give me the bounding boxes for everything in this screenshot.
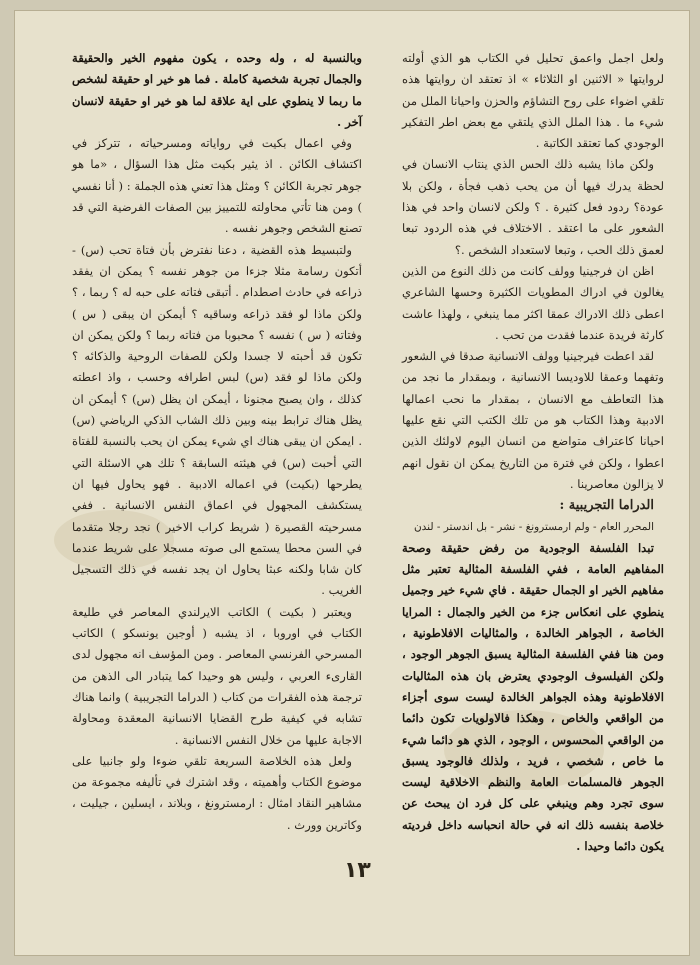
paragraph: ولعل هذه الخلاصة السريعة تلقي ضوءا ولو جانبيا على موضوع الكتاب وأهميته ، وقد اشترك في تأليفه مجموعة من مشاهير النقاد امثال : ارمسترونغ ، وبلاند ، ايسلين ، جيليت ، وكاترين وورث . xyxy=(72,753,362,832)
book-source-line: المحرر العام - ولم ارمسترونغ - نشر - بل اندستر - لندن xyxy=(413,520,654,533)
left-column xyxy=(72,48,362,836)
paragraph: ولتبسيط هذه القضية ، دعنا نفترض بأن فتاة تحب (س) - أتكون رسامة مثلا جزءا من جوهر نفسه ؟ يمكن ان يفقد ذراعه في حادث اصطدام . أتبقى فتاته على حبه له ؟ ربما ، ؟ ولكن ماذا لو فقد ذراعه وساقيه ؟ أيمكن ان يبقى ( س ) وفتاته ( س ) نفسه ؟ محبوبا من فتاته ربما ؟ ولكن يمكن ان تكون قد أحبته لا جسدا ولكن للصفات الروحية والذكائه ؟ ولكن ماذا لو فقد (س) لبس اطرافه وحسب ، واذ اعطته كذلك ، وان يصبح مجنونا ، أيمكن ان يظل (س) ؟ أيمكن ان يظل هناك ترابط بينه وبين ذلك الشاب الذكي الرياضي (س) . ايمكن ان يبقى هناك اي شيء يمكن ان يحب بالنسبة للفتاة التي أحبت (س) في هيئته السابقة ؟ تلك هي الاسئلة التي يطرحها (بكيت) في اعماله الادبية . فهو يحاول فيها ان يستكشف المجهول في اعماق النفس الانسانية . ففي مسرحيته القصيرة ( شريط كراب الاخير ) نجد رجلا متقدما في السن محطا يستمع الى صوته مسجلا على شريط عندما كان شابا ولكنه عبثا يحاول ان يجد نفسه في ذلك التسجيل الغريب . xyxy=(72,242,362,598)
section-heading: الدراما التجريبية : xyxy=(559,498,654,514)
book-page xyxy=(14,10,690,956)
paragraph: ولكن ماذا يشبه ذلك الحس الذي ينتاب الانسان في لحظة يدرك فيها أن من يحب ذهب فجأة ، ولكن بلا عودة؟ ردود فعل كثيرة . ؟ ولكن لانسان واحد في هذا الشعور على ما اعتقد . الاختلاف في هذه الردود تبعا لعمق ذلك الحب ، وتبعا لاستعداد الشخص .؟ xyxy=(402,157,664,257)
paragraph: ويعتبر ( بكيت ) الكاتب الايرلندي المعاصر في طليعة الكتاب في اوروبا ، اذ يشبه ( أوجين يونسكو ) الكاتب المسرحي الفرنسي المعاصر . ومن المؤسف انه مجهول لدى القارىء العربي ، وليس هو وحيدا كما يتبادر الى الذهن من ترجمة هذه الفقرات من كتاب ( الدراما التجريبية ) وانما هناك تشابه في كيفية طرح القضايا الانسانية المعقدة ومحاولة الاجابة عليها من خلال النفس الانسانية . xyxy=(72,604,362,747)
right-column xyxy=(402,48,664,857)
bold-intro: وبالنسبة له ، وله وحده ، يكون مفهوم الخير والحقيقة والجمال تجربة شخصية كاملة . فما هو خير او حقيقة لشخص ما ربما لا ينطوي على اية علاقة لما هو خير او حقيقة لانسان آخر . xyxy=(72,51,362,129)
paragraph: وفي اعمال بكيت في رواياته ومسرحياته ، تتركز في اكتشاف الكائن . اذ يثير بكيت مثل هذا السؤال ، «ما هو جوهر تجربة الكائن ؟ ومثل هذا تعني هذه الجملة : ( أنا نفسي ) ومن هنا تأتي محاولته للتمييز بين الصفات الفرضية التي قد تصنع الشخص وجوهر نفسه . xyxy=(72,136,362,236)
page-number: ١٣ xyxy=(344,858,371,883)
paragraph: اظن ان فرجينيا وولف كانت من ذلك النوع من الذين يغالون في ادراك المطويات الكثيرة وحسها الشاعري اعطى ذلك الادراك عمقا اكثر مما ينبغي ، ولهذا عاشت كارثة فريدة عندما فقدت من تحب . xyxy=(402,263,664,342)
paragraph: ولعل اجمل واعمق تحليل في الكتاب هو الذي أولته لروايتها « الاثنين او الثلاثاء » اذ تعتقد ان روايتها هذه تلقي اضواء على روح التشاؤم والحزن واحيانا الملل من شيء ما . هذا الملل الذي يلتقي مع بعض اطر التفكير الوجودي كما تعتقد الكاتبة . xyxy=(402,51,664,151)
bold-paragraph: تبدا الفلسفة الوجودية من رفض حقيقة وصحة المفاهيم العامة ، ففي الفلسفة المثالية تعتبر مثل مفاهيم الخير او الجمال حقيقة . فاي شيء خير وجميل ينطوي على انعكاس جزء من الخير والجمال : المرايا الخاصة ، الجواهر الخالدة ، والمثاليات الافلاطونية ، ومن هنا ففي الفلسفة المثالية يسبق الجوهر الوجود ، ولكن الفيلسوف الوجودي يعترض بان هذه المثاليات الافلاطونية وهذه الجواهر الخالدة ليست سوى أجزاء من الواقعي والخاص ، وهكذا فالاولويات تكون دائما من الواقعي المحسوس ، الوجود ، الذي هو دائما شيء ما خاص ، شخصي ، فريد ، ولذلك فالوجود يسبق الجوهر فالمسلمات العامة والنظم الاخلاقية ليست سوى تجرد وهم وينبغي على كل فرد ان يبحث عن خلاصة بنفسه ذلك انه في حالة انحباسه داخل فرديته يكون دائما وحيدا . xyxy=(402,540,664,853)
paragraph: لقد اعطت فيرجينيا وولف الانسانية صدقا في الشعور وتفهما وعمقا للاوديسا الانسانية ، وبمقدار ما نجد من هذا التعاطف مع الانسان ، بمقدار ما نحب اعمالها الادبية وهذا الكتاب هو من تلك الكتب التي نقع عليها احيانا كاعتراف متواضع من انسان اليوم لاولئك الذين اعطوا ، ولكن في فترة من التاريخ يمكن ان نقول انهم لا يزالون معاصرينا . xyxy=(402,349,664,491)
